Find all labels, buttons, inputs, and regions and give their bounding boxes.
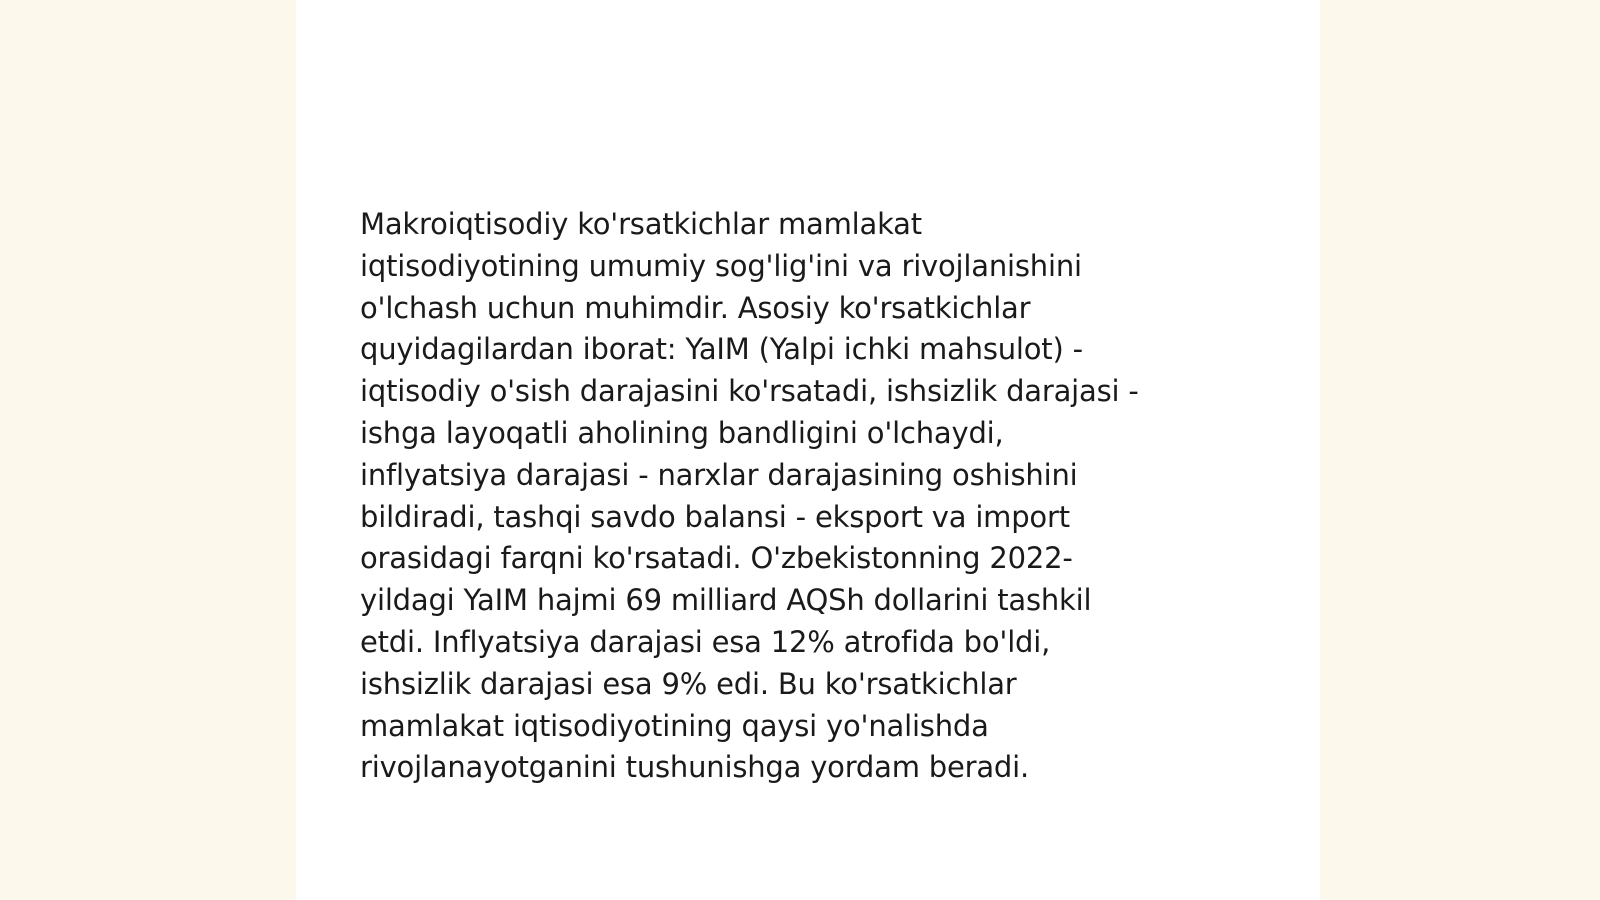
text-line: orasidagi farqni ko'rsatadi. O'zbekistonning 2022-	[360, 541, 1073, 576]
text-line: iqtisodiy o'sish darajasini ko'rsatadi, ishsizlik darajasi -	[360, 374, 1139, 409]
document-page	[296, 0, 1320, 900]
body-paragraph	[360, 204, 1260, 789]
text-line: Makroiqtisodiy ko'rsatkichlar mamlakat	[360, 207, 922, 241]
text-line: iqtisodiyotining umumiy sog'lig'ini va rivojlanishini	[360, 248, 1082, 283]
text-line: bildiradi, tashqi savdo balansi - eksport va import	[360, 499, 1070, 534]
text-line: mamlakat iqtisodiyotining qaysi yo'nalishda	[360, 708, 989, 743]
text-line: ishsizlik darajasi esa 9% edi. Bu ko'rsatkichlar	[360, 666, 1017, 701]
text-line: o'lchash uchun muhimdir. Asosiy ko'rsatkichlar	[360, 290, 1031, 325]
text-line: yildagi YaIM hajmi 69 milliard AQSh dollarini tashkil	[360, 583, 1092, 618]
text-line: ishga layoqatli aholining bandligini o'lchaydi,	[360, 415, 1004, 450]
text-line: etdi. Inflyatsiya darajasi esa 12% atrofida bo'ldi,	[360, 624, 1051, 659]
text-line: inflyatsiya darajasi - narxlar darajasining oshishini	[360, 457, 1078, 492]
text-line: rivojlanayotganini tushunishga yordam beradi.	[360, 750, 1030, 785]
text-line: quyidagilardan iborat: YaIM (Yalpi ichki mahsulot) -	[360, 332, 1083, 367]
